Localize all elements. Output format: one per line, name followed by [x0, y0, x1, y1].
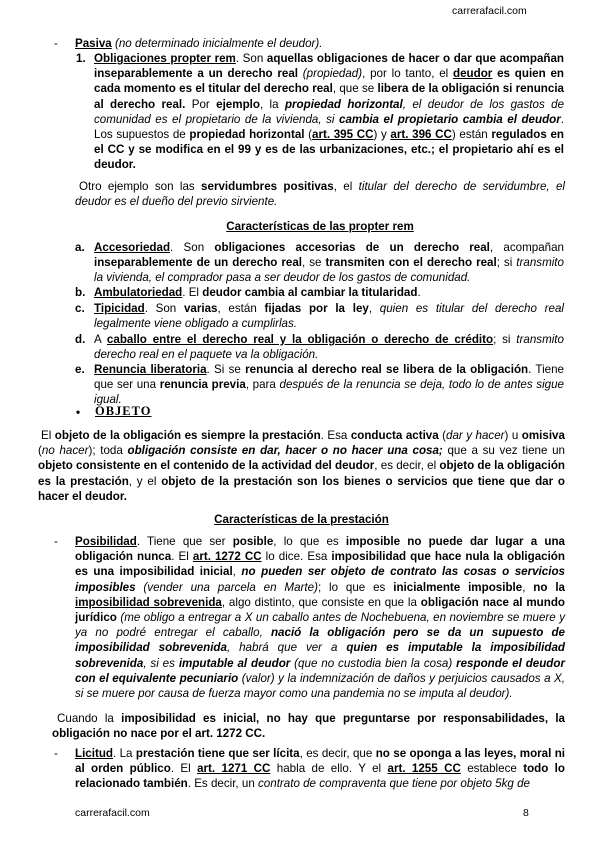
prestacion-heading: Características de la prestación: [214, 513, 389, 526]
pasiva-line: [75, 36, 565, 51]
page-number: 8: [523, 807, 529, 819]
tipicidad-item: Tipicidad. Son varias, están fijadas por la ley, quien es titular del derecho real legalmente viene obligado a cumplirlas.: [94, 302, 564, 331]
footer-site: carrerafacil.com: [75, 807, 150, 819]
servidumbres-paragraph: Otro ejemplo son las servidumbres positivas, el titular del derecho de servidumbre, el deudor es el dueño del previo sirviente.: [75, 180, 566, 209]
pasiva-label: Pasiva: [75, 37, 112, 50]
propter-rem-paragraph: Obligaciones propter rem. Son aquellas obligaciones de hacer o dar que acompañan inseparablemente a un derecho real (propiedad), por lo tanto, el deudor es quien en cada momento es el titular del derecho real, que se libera de la obligación si renuncia al derecho real. Por ejemplo, la propiedad horizontal, el deudor de los gastos de comunidad es el propietario de la vivienda, si cambia el propietario cambia el deudor. Los supuestos de propiedad horizontal (art. 395 CC) y art. 396 CC) están regulados en el CC y se modifica en el 99 y es de las urbanizaciones, etc.; el propietario ahí es el deudor.: [94, 52, 565, 172]
cuando-paragraph: Cuando la imposibilidad es inicial, no hay que preguntarse por responsabilidades, la obligación no nace por el art. 1272 CC.: [52, 712, 565, 741]
list-marker-d: d.: [75, 333, 86, 346]
list-marker-b: b.: [75, 286, 86, 299]
dash-bullet: -: [54, 37, 58, 50]
renuncia-item: Renuncia liberatoria. Si se renuncia al derecho real se libera de la obligación. Tiene que ser una renuncia previa, para después de la renuncia se deja, todo lo de antes sigue igual.: [94, 363, 565, 407]
header-site: carrerafacil.com: [452, 5, 527, 17]
accesoriedad-item: Accesoriedad. Son obligaciones accesorias de un derecho real, acompañan inseparablemente de un derecho real, se transmiten con el derecho real; si transmito la vivienda, el comprador pasa a ser deudor de los gastos de comunidad.: [94, 241, 564, 285]
ambulatoriedad-item: Ambulatoriedad. El deudor cambia al cambiar la titularidad.: [94, 286, 421, 299]
list-marker-a: a.: [75, 241, 85, 254]
posibilidad-item: Posibilidad. Tiene que ser posible, lo que es imposible no puede dar lugar a una obligación nunca. El art. 1272 CC lo dice. Esa imposibilidad que hace nula la obligación es una imposibilidad inicial, no pueden ser objeto de contrato las cosas o servicios imposibles (vender una parcela en Marte); lo que es inicialmente imposible, no la imposibilidad sobrevenida, algo distinto, que consiste en que la obligación nace al mundo jurídico (me obligo a entregar a X un caballo antes de Nochebuena, en noviembre se muere y ya no podré entregar el caballo, nació la obligación pero se da un supuesto de imposibilidad sobrevenida, habrá que ver a quien es imputable la imposibilidad sobrevenida, si es imputable al deudor (que no custodia bien la cosa) responde el deudor con el equivalente pecuniario (valor) y la indemnización de daños y perjuicios causados a X, si se muere por causa de fuerza mayor como una pandemia no se imputa al deudor).: [75, 535, 565, 701]
objeto-paragraph: El objeto de la obligación es siempre la prestación. Esa conducta activa (dar y hacer) u omisiva (no hacer); toda obligación consiste en dar, hacer o no hacer una cosa; que a su vez tiene un objeto consistente en el contenido de la actividad del deudor, es decir, el objeto de la obligación es la prestación, y el objeto de la prestación son los bienes o servicios que tiene que dar o hacer el deudor.: [38, 429, 566, 503]
objeto-bullet: •: [76, 406, 81, 419]
objeto-heading: OBJETO: [95, 404, 152, 418]
list-marker-e: e.: [75, 363, 85, 376]
propter-rem-heading: Características de las propter rem: [226, 220, 414, 233]
caballo-item: A caballo entre el derecho real y la obligación o derecho de crédito; si transmito derecho real en el paquete va la obligación.: [94, 333, 564, 362]
licitud-item: Licitud. La prestación tiene que ser lícita, es decir, que no se oponga a las leyes, moral ni al orden público. El art. 1271 CC habla de ello. Y el art. 1255 CC establece todo lo relacionado también. Es decir, un contrato de compraventa que tiene por objeto 5kg de: [75, 747, 566, 791]
list-marker-c: c.: [75, 302, 85, 315]
dash-bullet: -: [54, 535, 58, 548]
list-number-1: 1.: [76, 52, 86, 65]
pasiva-note: (no determinado inicialmente el deudor).: [114, 37, 323, 50]
dash-bullet: -: [54, 747, 58, 760]
